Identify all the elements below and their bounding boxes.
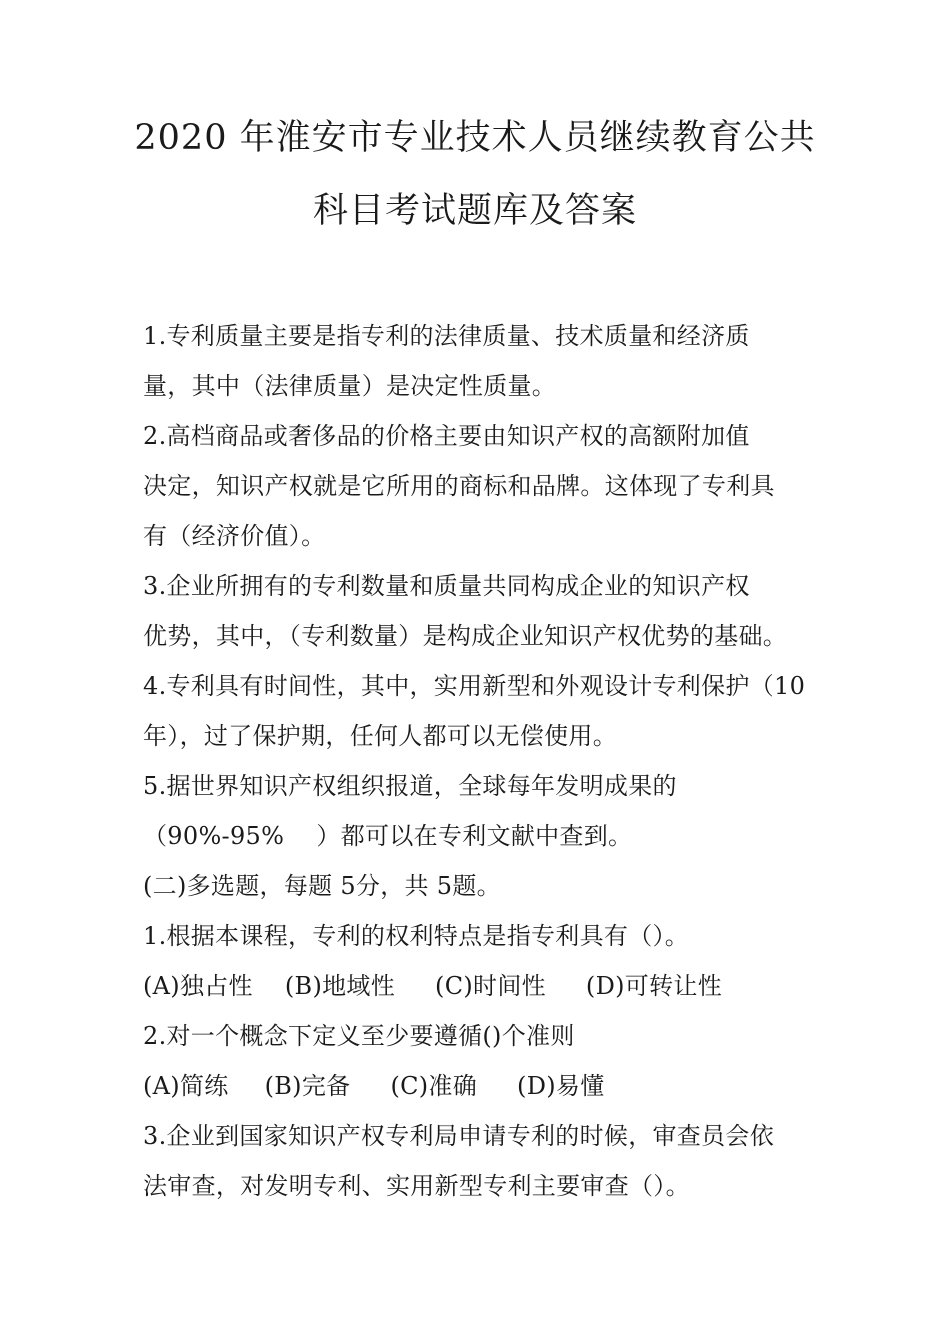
text-line: 年），过了保护期，任何人都可以无偿使用。: [143, 722, 617, 750]
option-b: (B)完备: [264, 1072, 351, 1100]
option-a: (A)简练: [143, 1072, 229, 1100]
text-line: 1.专利质量主要是指专利的法律质量、技术质量和经济质: [143, 322, 750, 350]
option-b: (B)地域性: [284, 972, 396, 1000]
text-line: 优势，其中，（专利数量）是构成企业知识产权优势的基础。: [143, 622, 788, 650]
text-line: （90%-95% ）都可以在专利文献中查到。: [143, 822, 633, 850]
option-c: (C)时间性: [435, 972, 546, 1000]
question-text: 3.企业到国家知识产权专利局申请专利的时候，审查员会依: [143, 1122, 774, 1150]
question-1-options: [143, 961, 823, 1011]
option-d: (D)易懂: [517, 1072, 605, 1100]
text-line: 有（经济价值）。: [143, 522, 326, 550]
option-a: (A)独占性: [143, 972, 253, 1000]
text-line: 2.高档商品或奢侈品的价格主要由知识产权的高额附加值: [143, 422, 750, 450]
text-line: 5.据世界知识产权组织报道，全球每年发明成果的: [143, 772, 677, 800]
document-title-line-2: 科目考试题库及答案: [312, 191, 637, 231]
section-heading: (二)多选题，每题 5分，共 5题。: [143, 872, 501, 900]
text-line: 3.企业所拥有的专利数量和质量共同构成企业的知识产权: [143, 572, 750, 600]
document-title-line-1: 2020 年淮安市专业技术人员继续教育公共: [134, 118, 816, 158]
question-text: 1.根据本课程，专利的权利特点是指专利具有（）。: [143, 922, 690, 950]
text-line: 量，其中（法律质量）是决定性质量。: [143, 372, 557, 400]
question-text: 2.对一个概念下定义至少要遵循()个准则: [143, 1022, 575, 1050]
text-line: 4.专利具有时间性，其中，实用新型和外观设计专利保护（10: [143, 672, 806, 700]
option-c: (C)准确: [390, 1072, 478, 1100]
question-text: 法审查，对发明专利、实用新型专利主要审查（）。: [143, 1172, 690, 1200]
document-body: [143, 311, 823, 1211]
text-line: 决定，知识产权就是它所用的商标和品牌。这体现了专利具: [143, 472, 775, 500]
option-d: (D)可转让性: [585, 972, 722, 1000]
question-2-options: [143, 1061, 823, 1111]
